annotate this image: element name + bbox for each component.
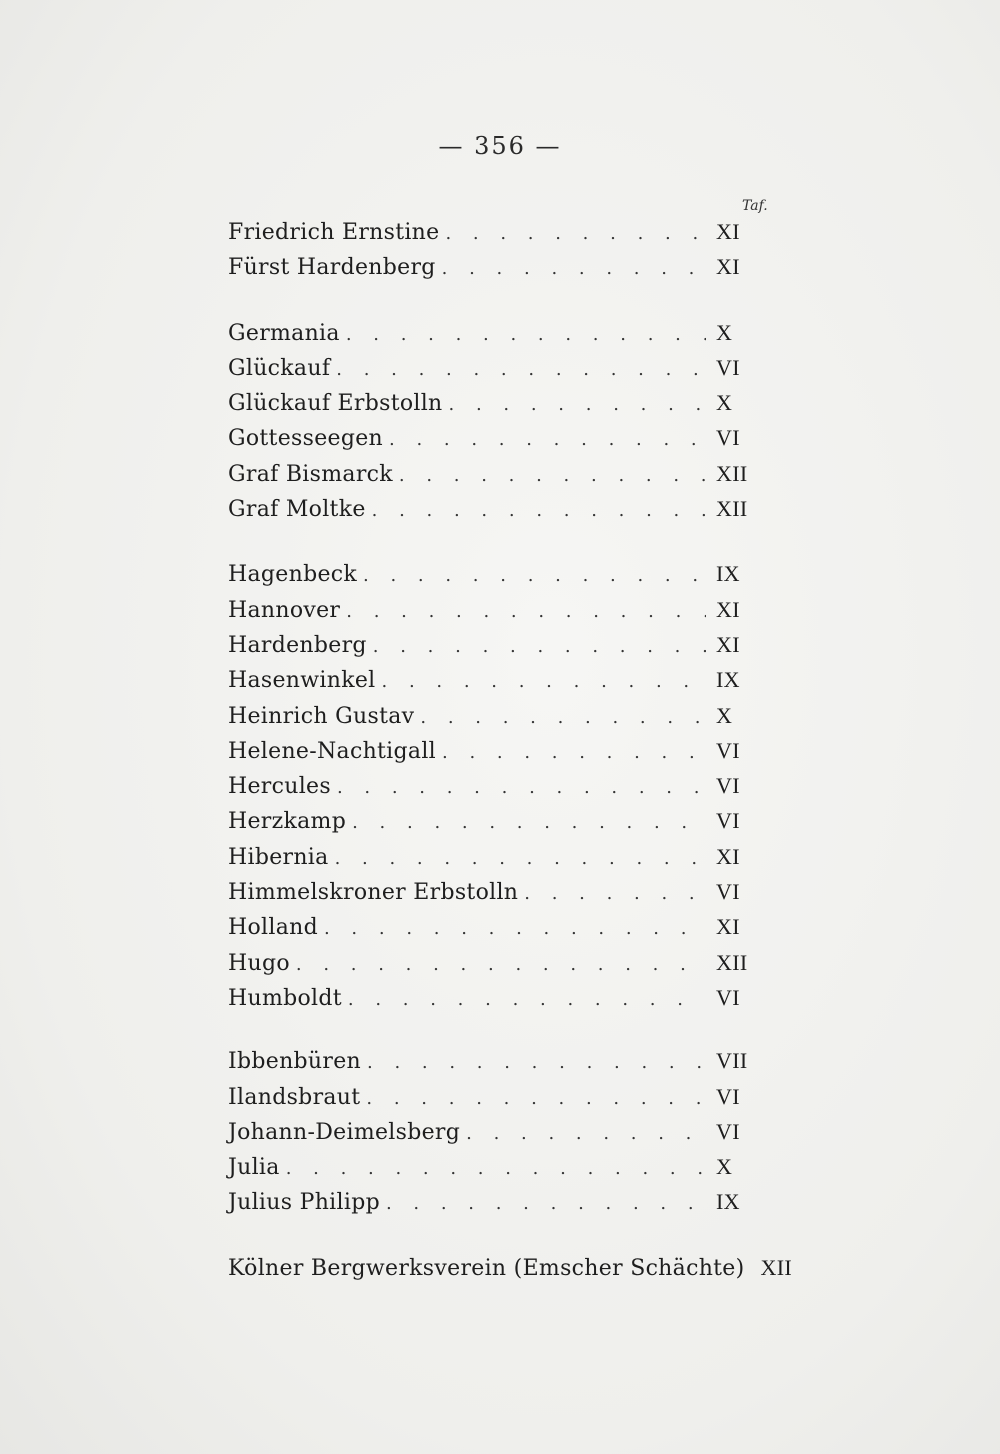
index-entry bbox=[228, 1250, 792, 1285]
index-entry bbox=[228, 385, 768, 420]
dot-leader bbox=[449, 387, 706, 422]
entry-plate: VI bbox=[716, 737, 740, 763]
index-entry bbox=[228, 945, 768, 980]
entry-name: Friedrich Ernstine bbox=[228, 220, 440, 245]
index-entry bbox=[228, 698, 768, 733]
entry-plate: X bbox=[716, 702, 733, 728]
dot-leader bbox=[466, 1116, 706, 1151]
dot-leader bbox=[524, 876, 706, 911]
entry-name: Hagenbeck bbox=[228, 562, 358, 588]
index-group-f bbox=[228, 214, 768, 285]
entry-plate: XI bbox=[716, 219, 740, 244]
dot-leader bbox=[346, 594, 706, 629]
index-entry bbox=[228, 592, 768, 627]
entry-name: Glückauf bbox=[228, 355, 331, 381]
index-entry bbox=[228, 491, 768, 526]
entry-name: Helene-Nachtigall bbox=[228, 738, 436, 764]
entry-plate: XII bbox=[716, 496, 748, 522]
entry-name: Johann-Deimelsberg bbox=[228, 1119, 461, 1145]
entry-name: Himmelskroner Erbstolln bbox=[228, 880, 519, 906]
dot-leader bbox=[296, 947, 706, 982]
entry-name: Hasenwinkel bbox=[228, 668, 376, 694]
entry-name: Kölner Bergwerksverein (Emscher Schächte) bbox=[228, 1255, 745, 1281]
index-entry bbox=[228, 803, 768, 838]
entry-name: Julius Philipp bbox=[228, 1190, 380, 1216]
index-entry bbox=[228, 556, 768, 591]
entry-plate: XII bbox=[716, 949, 748, 975]
entry-plate: VI bbox=[716, 984, 740, 1010]
dot-leader bbox=[348, 982, 706, 1017]
dot-leader bbox=[335, 841, 706, 876]
entry-plate: X bbox=[716, 319, 733, 345]
dot-leader bbox=[389, 422, 706, 457]
entry-plate: VI bbox=[716, 773, 740, 799]
entry-name: Hibernia bbox=[228, 844, 329, 870]
entry-name: Humboldt bbox=[228, 985, 342, 1011]
dot-leader bbox=[366, 1081, 706, 1116]
entry-name: Herzkamp bbox=[228, 809, 347, 835]
entry-name: Hercules bbox=[228, 774, 331, 800]
dot-leader bbox=[363, 558, 706, 593]
entry-plate: X bbox=[716, 390, 733, 416]
dot-leader bbox=[337, 770, 706, 805]
index-entry bbox=[228, 1079, 768, 1114]
entry-name: Glückauf Erbstolln bbox=[228, 391, 443, 417]
entry-name: Ibbenbüren bbox=[228, 1049, 362, 1075]
dot-leader bbox=[367, 1045, 706, 1080]
dot-leader bbox=[420, 700, 706, 735]
index-entry bbox=[228, 1184, 768, 1219]
entry-plate: XI bbox=[716, 914, 740, 940]
entry-plate: VI bbox=[716, 879, 740, 905]
dot-leader bbox=[442, 251, 706, 286]
entry-plate: XI bbox=[716, 843, 740, 869]
dot-leader bbox=[336, 352, 706, 387]
index-entry bbox=[228, 1149, 768, 1184]
dot-leader bbox=[445, 216, 706, 251]
entry-plate: VI bbox=[716, 1083, 740, 1109]
dot-leader bbox=[442, 735, 706, 770]
index-entry bbox=[228, 874, 768, 909]
index-entry bbox=[228, 1043, 768, 1078]
dot-leader bbox=[382, 664, 706, 699]
entry-name: Fürst Hardenberg bbox=[228, 255, 436, 281]
entry-plate: VI bbox=[716, 354, 740, 380]
dot-leader bbox=[372, 493, 706, 528]
entry-name: Heinrich Gustav bbox=[228, 703, 415, 729]
plate-column-header: Taf. bbox=[742, 198, 768, 214]
index-group-i-j bbox=[228, 1043, 768, 1219]
entry-name: Hannover bbox=[228, 597, 341, 623]
dot-leader bbox=[346, 317, 706, 352]
entry-plate: VI bbox=[716, 1118, 740, 1144]
index-entry bbox=[228, 214, 768, 249]
index-entry bbox=[228, 1114, 768, 1149]
entry-name: Gottesseegen bbox=[228, 426, 384, 452]
dot-leader bbox=[386, 1186, 706, 1221]
entry-name: Holland bbox=[228, 915, 318, 941]
dot-leader bbox=[324, 911, 706, 946]
index-group-h bbox=[228, 556, 768, 1015]
index-entry bbox=[228, 315, 768, 350]
index-entry bbox=[228, 662, 768, 697]
entry-name: Julia bbox=[228, 1155, 280, 1181]
entry-name: Ilandsbraut bbox=[228, 1084, 361, 1110]
entry-plate: XI bbox=[716, 631, 740, 657]
index-entry bbox=[228, 909, 768, 944]
index-entry bbox=[228, 768, 768, 803]
index-entry bbox=[228, 456, 768, 491]
index-entry bbox=[228, 350, 768, 385]
dot-leader bbox=[373, 629, 706, 664]
index-entry bbox=[228, 733, 768, 768]
index-entry bbox=[228, 980, 768, 1015]
entry-plate: VII bbox=[716, 1048, 748, 1074]
index-group-k bbox=[228, 1250, 792, 1285]
entry-plate: IX bbox=[716, 1189, 740, 1215]
entry-name: Hardenberg bbox=[228, 632, 367, 658]
page-number: — 356 — bbox=[438, 132, 562, 160]
index-list bbox=[228, 214, 792, 1285]
dot-leader bbox=[399, 458, 706, 493]
entry-plate: XII bbox=[716, 460, 748, 486]
dot-leader bbox=[352, 805, 706, 840]
entry-plate: IX bbox=[716, 667, 740, 693]
entry-plate: XII bbox=[760, 1254, 792, 1280]
index-entry bbox=[228, 420, 768, 455]
entry-plate: VI bbox=[716, 425, 740, 451]
entry-plate: XI bbox=[716, 254, 740, 280]
entry-plate: IX bbox=[716, 561, 740, 587]
entry-name: Hugo bbox=[228, 950, 290, 976]
entry-name: Graf Bismarck bbox=[228, 461, 393, 487]
index-group-g bbox=[228, 315, 768, 527]
entry-plate: XI bbox=[716, 596, 740, 622]
index-entry bbox=[228, 839, 768, 874]
entry-name: Germania bbox=[228, 320, 340, 346]
entry-name: Graf Moltke bbox=[228, 497, 366, 523]
index-entry bbox=[228, 249, 768, 284]
index-entry bbox=[228, 627, 768, 662]
dot-leader bbox=[286, 1151, 706, 1186]
entry-plate: VI bbox=[716, 808, 740, 834]
entry-plate: X bbox=[716, 1154, 733, 1180]
